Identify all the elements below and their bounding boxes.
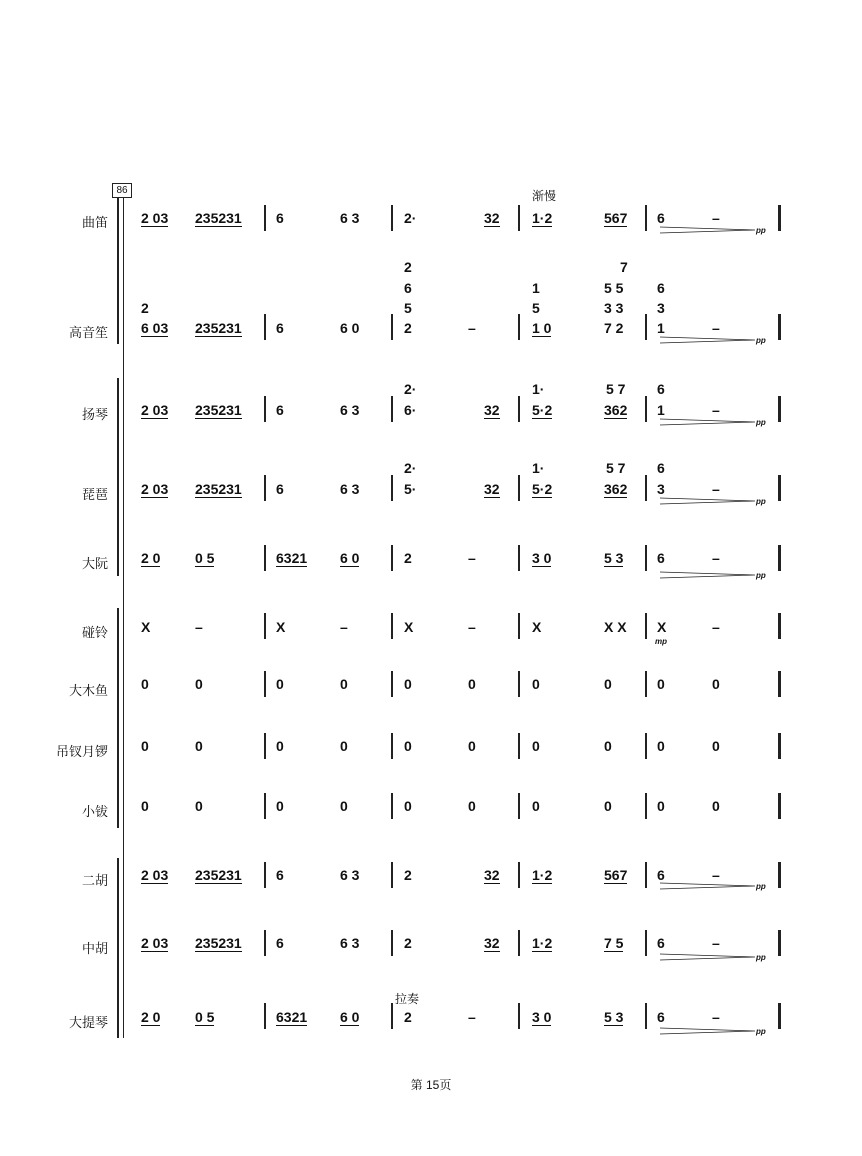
note-group: 0 5: [195, 550, 215, 566]
note-group: 235231: [195, 320, 242, 336]
barline: [391, 793, 393, 819]
note-group: –: [468, 320, 476, 336]
barline: [391, 733, 393, 759]
note-group: 2 03: [141, 867, 169, 883]
barline: [645, 475, 647, 501]
note-group: 1: [657, 402, 665, 418]
dynamic-pp: pp: [756, 418, 766, 427]
instrument-label: 高音笙: [68, 325, 108, 340]
barline: [518, 793, 520, 819]
chord-note: 2: [141, 300, 149, 316]
chord-note: 5 7: [606, 460, 626, 476]
note-group: 1 0: [532, 320, 552, 336]
barline: [264, 396, 266, 422]
dynamic-pp: pp: [756, 953, 766, 962]
barline: [518, 396, 520, 422]
barline: [518, 545, 520, 571]
note-group: 235231: [195, 481, 242, 497]
note-group: 0: [404, 676, 412, 692]
chord-note: 5: [532, 300, 540, 316]
note-group: X: [404, 619, 414, 635]
note-group: 0: [141, 738, 149, 754]
barline: [518, 205, 520, 231]
note-group: 6: [657, 935, 665, 951]
note-group: 2: [404, 867, 412, 883]
note-group: 0: [195, 798, 203, 814]
barline: [391, 545, 393, 571]
decrescendo-hairpin: [660, 497, 760, 505]
note-group: 0 5: [195, 1009, 215, 1025]
note-group: X: [657, 619, 667, 635]
note-group: 6 0: [340, 1009, 360, 1025]
chord-note: 1·: [532, 381, 545, 397]
instrument-label: 大提琴: [68, 1015, 108, 1030]
note-group: 6 03: [141, 320, 169, 336]
note-group: 6: [276, 402, 284, 418]
note-group: 0: [712, 738, 720, 754]
final-barline: [778, 613, 781, 639]
note-group: 6: [276, 481, 284, 497]
barline: [645, 862, 647, 888]
barline: [264, 862, 266, 888]
note-group: 0: [604, 798, 612, 814]
barline: [518, 1003, 520, 1029]
dynamic-pp: pp: [756, 1027, 766, 1036]
note-group: 362: [604, 402, 628, 418]
chord-note: 2: [404, 259, 412, 275]
note-group: X X: [604, 619, 627, 635]
instrument-label: 琵琶: [81, 487, 108, 502]
chord-note: 6: [657, 381, 665, 397]
note-group: 362: [604, 481, 628, 497]
final-barline: [778, 930, 781, 956]
final-barline: [778, 545, 781, 571]
barline: [264, 930, 266, 956]
final-barline: [778, 733, 781, 759]
note-group: –: [468, 1009, 476, 1025]
note-group: 7 5: [604, 935, 624, 951]
note-group: 2 0: [141, 550, 161, 566]
barline: [391, 1003, 393, 1029]
note-group: 0: [340, 676, 348, 692]
note-group: –: [712, 867, 720, 883]
instrument-label: 大阮: [81, 556, 108, 571]
chord-note: 5: [404, 300, 412, 316]
barline: [264, 545, 266, 571]
note-group: 6: [276, 867, 284, 883]
note-group: 7 2: [604, 320, 624, 336]
note-group: 2·: [404, 210, 417, 226]
note-group: 32: [484, 210, 500, 226]
final-barline: [778, 671, 781, 697]
note-group: 5·: [404, 481, 417, 497]
decrescendo-hairpin: [660, 336, 760, 344]
instrument-label: 大木鱼: [68, 683, 108, 698]
note-group: 567: [604, 867, 628, 883]
barline: [391, 314, 393, 340]
chord-note: 1·: [532, 460, 545, 476]
note-group: X: [276, 619, 286, 635]
barline: [391, 613, 393, 639]
note-group: –: [712, 210, 720, 226]
chord-note: 6: [657, 460, 665, 476]
dynamic-pp: pp: [756, 336, 766, 345]
bowing-marking: 拉奏: [395, 992, 420, 1006]
note-group: 0: [404, 738, 412, 754]
note-group: 6321: [276, 550, 308, 566]
barline: [518, 671, 520, 697]
note-group: 6 3: [340, 481, 360, 497]
note-group: 5 3: [604, 1009, 624, 1025]
note-group: 6 3: [340, 935, 360, 951]
note-group: 6: [657, 210, 665, 226]
note-group: 2 03: [141, 402, 169, 418]
note-group: 0: [532, 676, 540, 692]
final-barline: [778, 1003, 781, 1029]
note-group: 1·2: [532, 867, 553, 883]
note-group: 6: [657, 1009, 665, 1025]
note-group: 2: [404, 935, 412, 951]
note-group: 0: [276, 738, 284, 754]
barline: [391, 671, 393, 697]
note-group: –: [712, 320, 720, 336]
barline: [391, 930, 393, 956]
note-group: 0: [141, 798, 149, 814]
note-group: 567: [604, 210, 628, 226]
barline: [391, 862, 393, 888]
dynamic-pp: pp: [756, 571, 766, 580]
note-group: 2: [404, 550, 412, 566]
note-group: –: [712, 550, 720, 566]
note-group: 6: [657, 867, 665, 883]
system-line: [123, 198, 124, 1038]
chord-note: 3: [657, 300, 665, 316]
note-group: 0: [404, 798, 412, 814]
note-group: X: [141, 619, 151, 635]
final-barline: [778, 396, 781, 422]
chord-note: 5 5: [604, 280, 624, 296]
barline: [645, 613, 647, 639]
decrescendo-hairpin: [660, 953, 760, 961]
barline: [264, 671, 266, 697]
instrument-label: 碰铃: [81, 625, 108, 640]
final-barline: [778, 475, 781, 501]
barline: [391, 475, 393, 501]
note-group: 6321: [276, 1009, 308, 1025]
note-group: 3 0: [532, 550, 552, 566]
instrument-label: 吊钗月锣: [55, 744, 108, 759]
barline: [391, 396, 393, 422]
measure-number: 86: [112, 183, 132, 198]
note-group: 1·2: [532, 210, 553, 226]
chord-note: 1: [532, 280, 540, 296]
note-group: 0: [195, 676, 203, 692]
note-group: 2: [404, 320, 412, 336]
note-group: 0: [340, 798, 348, 814]
barline: [391, 205, 393, 231]
barline: [264, 1003, 266, 1029]
barline: [645, 545, 647, 571]
note-group: 0: [468, 798, 476, 814]
note-group: 6·: [404, 402, 417, 418]
barline: [264, 733, 266, 759]
barline: [518, 475, 520, 501]
note-group: 32: [484, 935, 500, 951]
note-group: 235231: [195, 935, 242, 951]
barline: [264, 613, 266, 639]
note-group: 235231: [195, 402, 242, 418]
note-group: 6 0: [340, 550, 360, 566]
note-group: 6 3: [340, 402, 360, 418]
note-group: 2 0: [141, 1009, 161, 1025]
note-group: 0: [468, 676, 476, 692]
decrescendo-hairpin: [660, 882, 760, 890]
note-group: 32: [484, 867, 500, 883]
barline: [645, 314, 647, 340]
chord-note: 7: [620, 259, 628, 275]
barline: [518, 613, 520, 639]
note-group: –: [712, 481, 720, 497]
note-group: 0: [604, 738, 612, 754]
note-group: 6 3: [340, 210, 360, 226]
barline: [518, 733, 520, 759]
note-group: 0: [340, 738, 348, 754]
instrument-label: 小钹: [81, 804, 108, 819]
note-group: –: [340, 619, 348, 635]
barline: [645, 396, 647, 422]
chord-note: 6: [404, 280, 412, 296]
group-bracket-plucked: [117, 378, 119, 576]
note-group: 32: [484, 402, 500, 418]
barline: [645, 793, 647, 819]
note-group: 5·2: [532, 402, 553, 418]
chord-note: 2·: [404, 460, 417, 476]
note-group: 5·2: [532, 481, 553, 497]
note-group: 2 03: [141, 935, 169, 951]
note-group: 5 3: [604, 550, 624, 566]
dynamic-pp: pp: [756, 882, 766, 891]
note-group: 2: [404, 1009, 412, 1025]
decrescendo-hairpin: [660, 418, 760, 426]
barline: [264, 793, 266, 819]
chord-note: 6: [657, 280, 665, 296]
final-barline: [778, 205, 781, 231]
barline: [645, 205, 647, 231]
note-group: 1: [657, 320, 665, 336]
barline: [518, 314, 520, 340]
barline: [264, 475, 266, 501]
instrument-label: 二胡: [81, 873, 108, 888]
note-group: 6 3: [340, 867, 360, 883]
decrescendo-hairpin: [660, 226, 760, 234]
note-group: –: [468, 619, 476, 635]
group-bracket-percussion: [117, 608, 119, 828]
chord-note: 5 7: [606, 381, 626, 397]
note-group: 0: [712, 676, 720, 692]
barline: [645, 733, 647, 759]
note-group: –: [712, 1009, 720, 1025]
final-barline: [778, 314, 781, 340]
note-group: 0: [657, 738, 665, 754]
note-group: 0: [532, 798, 540, 814]
barline: [264, 314, 266, 340]
note-group: 0: [141, 676, 149, 692]
decrescendo-hairpin: [660, 571, 760, 579]
note-group: –: [712, 619, 720, 635]
barline: [645, 1003, 647, 1029]
group-bracket-bowed: [117, 858, 119, 1038]
note-group: 6: [657, 550, 665, 566]
final-barline: [778, 862, 781, 888]
note-group: 0: [604, 676, 612, 692]
note-group: 0: [657, 798, 665, 814]
note-group: X: [532, 619, 542, 635]
note-group: 0: [712, 798, 720, 814]
note-group: 0: [276, 798, 284, 814]
chord-note: 2·: [404, 381, 417, 397]
instrument-label: 曲笛: [81, 215, 108, 230]
note-group: 1·2: [532, 935, 553, 951]
note-group: 0: [532, 738, 540, 754]
note-group: 6: [276, 320, 284, 336]
note-group: 2 03: [141, 481, 169, 497]
note-group: 0: [195, 738, 203, 754]
note-group: 6: [276, 210, 284, 226]
chord-note: 3 3: [604, 300, 624, 316]
instrument-label: 扬琴: [81, 407, 108, 422]
note-group: 0: [657, 676, 665, 692]
barline: [518, 862, 520, 888]
barline: [645, 671, 647, 697]
note-group: 3 0: [532, 1009, 552, 1025]
barline: [518, 930, 520, 956]
page-number: 第 15页: [410, 1078, 452, 1092]
note-group: 3: [657, 481, 665, 497]
note-group: –: [468, 550, 476, 566]
note-group: –: [712, 935, 720, 951]
decrescendo-hairpin: [660, 1027, 760, 1035]
note-group: –: [712, 402, 720, 418]
note-group: 0: [468, 738, 476, 754]
note-group: 235231: [195, 867, 242, 883]
dynamic-pp: pp: [756, 226, 766, 235]
instrument-label: 中胡: [81, 941, 108, 956]
note-group: 235231: [195, 210, 242, 226]
note-group: 0: [276, 676, 284, 692]
tempo-marking: 渐慢: [532, 189, 557, 203]
barline: [645, 930, 647, 956]
group-bracket-winds: [117, 198, 119, 344]
note-group: 2 03: [141, 210, 169, 226]
dynamic-pp: pp: [756, 497, 766, 506]
note-group: 32: [484, 481, 500, 497]
note-group: 6 0: [340, 320, 360, 336]
note-group: 6: [276, 935, 284, 951]
note-group: –: [195, 619, 203, 635]
final-barline: [778, 793, 781, 819]
dynamic-mp: mp: [655, 637, 667, 646]
barline: [264, 205, 266, 231]
